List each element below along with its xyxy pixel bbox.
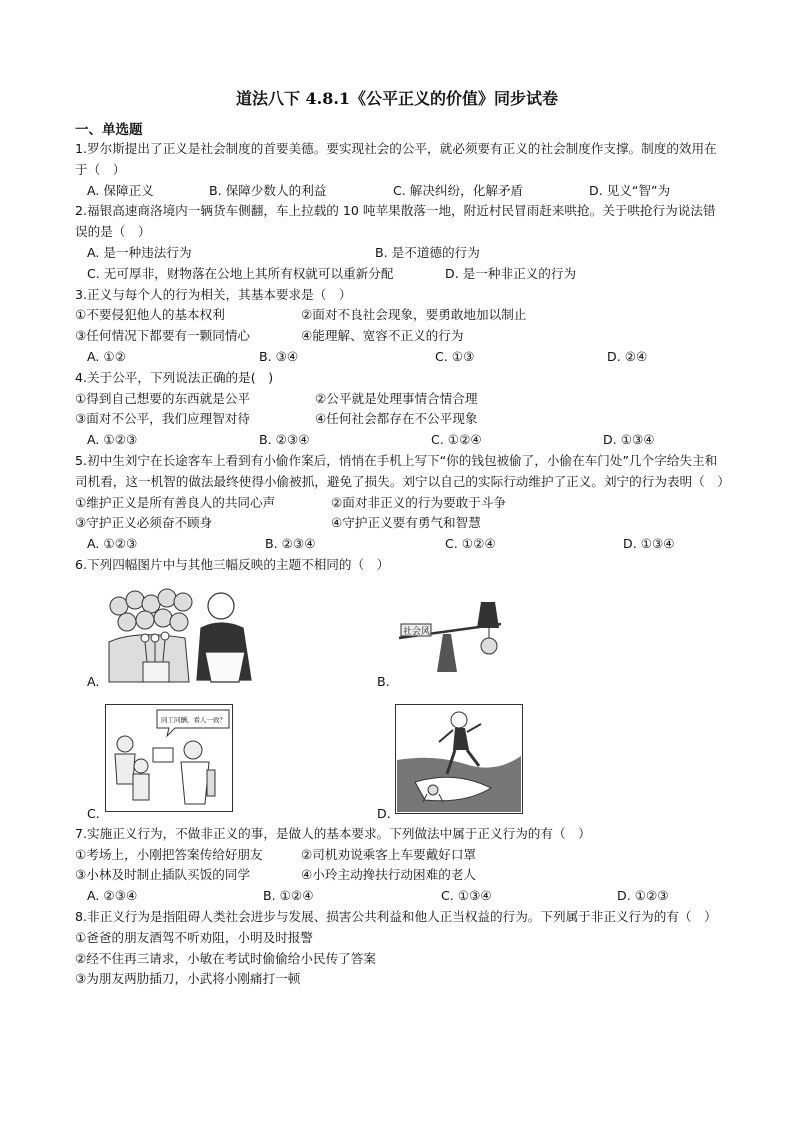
statement-3: ③小林及时制止插队买饭的同学 [75, 867, 251, 883]
question-2 [75, 201, 727, 284]
question-5 [75, 451, 730, 555]
picture-label: A. [87, 673, 100, 689]
question-stem: 5.初中生刘宁在长途客车上看到有小偷作案后，悄悄在手机上写下“你的钱包被偷了，小偷在车门处”几个字给失主和司机看，这一机智的做法最终使得小偷被抓，避免了损失。刘宁以自己的实际行动维护了正义。刘宁的行为表明（ ） [75, 452, 730, 489]
option-b[interactable]: B. 保障少数人的利益 [209, 182, 327, 198]
statement-3: ③为朋友两肋插刀，小武将小刚痛打一顿 [75, 971, 301, 987]
question-3 [75, 285, 727, 368]
statement-2: ②司机劝说乘客上车要戴好口罩 [301, 846, 477, 862]
picture-d[interactable] [395, 704, 523, 814]
statement-3: ③守护正义必须奋不顾身 [75, 515, 213, 531]
statement-2: ②公平就是处理事情合情合理 [315, 390, 478, 406]
question-stem: 1.罗尔斯提出了正义是社会制度的首要美德。要实现社会的公平，就必须要有正义的社会制度作支撑。制度的效用在于（ ） [75, 141, 717, 177]
option-c[interactable]: C. ①③ [435, 348, 475, 364]
option-d[interactable]: D. 是一种非正义的行为 [445, 265, 577, 281]
statement-4: ④小玲主动搀扶行动困难的老人 [301, 867, 477, 883]
option-b[interactable]: B. ②③④ [259, 432, 310, 448]
question-6 [75, 555, 727, 824]
options-row [75, 886, 727, 907]
statement-row [75, 865, 727, 886]
question-1 [75, 139, 727, 201]
statement-row [75, 326, 727, 347]
page-title: 道法八下 4.8.1《公平正义的价值》同步试卷 [235, 89, 559, 108]
option-a[interactable]: A. 是一种违法行为 [87, 244, 192, 260]
option-c[interactable]: C. ①②④ [431, 432, 482, 448]
option-b[interactable]: B. ①②④ [263, 888, 314, 904]
crowd-illustration [105, 582, 265, 686]
running-person-illustration [395, 704, 523, 814]
section-heading: 一、单选题 [75, 122, 143, 138]
question-8 [75, 907, 727, 990]
statement-1: ①不要侵犯他人的基本权利 [75, 307, 225, 323]
picture-b[interactable] [395, 598, 505, 676]
options-row [75, 430, 727, 451]
statement-4: ④守护正义要有勇气和智慧 [331, 515, 481, 531]
seesaw-caption: 社会风 [403, 626, 431, 637]
option-b[interactable]: B. 是不道德的行为 [375, 244, 480, 260]
statement-2: ②面对不良社会现象，要勇敢地加以制止 [301, 307, 527, 323]
question-stem: 6.下列四幅图片中与其他三幅反映的主题不相同的（ ） [75, 556, 390, 572]
options-row [75, 181, 727, 202]
statement-1: ①考场上，小刚把答案传给好朋友 [75, 846, 263, 862]
statement-2: ②面对非正义的行为要敢于斗争 [331, 494, 507, 510]
statement-row [75, 305, 727, 326]
statement-2: ②经不住再三请求，小敏在考试时偷偷给小民传了答案 [75, 950, 376, 966]
option-a[interactable]: A. ①② [87, 348, 126, 364]
option-a[interactable]: A. ①②③ [87, 536, 138, 552]
option-d[interactable]: D. ②④ [607, 348, 648, 364]
option-d[interactable]: D. 见义“智”为 [589, 182, 671, 198]
question-stem: 3.正义与每个人的行为相关，其基本要求是（ ） [75, 286, 352, 302]
option-c[interactable]: C. 解决纠纷，化解矛盾 [393, 182, 524, 198]
options-row [75, 534, 727, 555]
option-d[interactable]: D. ①③④ [603, 432, 655, 448]
option-c[interactable]: C. ①③④ [441, 888, 492, 904]
question-7 [75, 824, 727, 907]
picture-label: B. [377, 673, 390, 689]
option-c[interactable]: C. 无可厚非，财物落在公地上其所有权就可以重新分配 [87, 265, 394, 281]
options-row [75, 347, 727, 368]
picture-label: C. [87, 805, 100, 821]
statement-row [75, 845, 727, 866]
speech-bubble-text: 同工同酬，看人一致？ [161, 715, 226, 724]
question-stem: 8.非正义行为是指阻碍人类社会进步与发展、损害公共利益和他人正当权益的行为。下列属于非正义行为的有（ ） [75, 908, 717, 924]
option-d[interactable]: D. ①③④ [623, 536, 675, 552]
option-b[interactable]: B. ③④ [259, 348, 299, 364]
question-4 [75, 368, 727, 451]
statement-row [75, 389, 727, 410]
option-b[interactable]: B. ②③④ [265, 536, 316, 552]
picture-a[interactable] [105, 582, 265, 686]
equal-pay-cartoon [105, 704, 233, 812]
options-row [75, 264, 727, 285]
statement-1: ①维护正义是所有善良人的共同心声 [75, 494, 276, 510]
statement-4: ④能理解、宽容不正义的行为 [301, 328, 464, 344]
statement-4: ④任何社会都存在不公平现象 [315, 411, 478, 427]
statement-1: ①得到自己想要的东西就是公平 [75, 390, 251, 406]
picture-label: D. [377, 805, 391, 821]
picture-grid [75, 578, 727, 824]
statement-1: ①爸爸的朋友酒驾不听劝阻，小明及时报警 [75, 929, 313, 945]
statement-3: ③面对不公平，我们应理智对待 [75, 411, 251, 427]
statement-row [75, 513, 727, 534]
question-stem: 2.福银高速商洛境内一辆货车侧翻，车上拉载的 10 吨苹果散落一地，附近村民冒雨赶来哄抢。关于哄抢行为说法错误的是（ ） [75, 203, 716, 240]
seesaw-illustration [395, 598, 505, 676]
option-a[interactable]: A. ①②③ [87, 432, 138, 448]
option-a[interactable]: A. 保障正义 [87, 182, 154, 198]
option-c[interactable]: C. ①②④ [445, 536, 496, 552]
statement-row [75, 493, 727, 514]
question-stem: 4.关于公平，下列说法正确的是( ) [75, 369, 274, 385]
question-list [75, 139, 730, 990]
statement-row [75, 409, 727, 430]
option-d[interactable]: D. ①②③ [617, 888, 669, 904]
options-row [75, 243, 727, 264]
picture-c[interactable] [105, 704, 233, 812]
option-a[interactable]: A. ②③④ [87, 888, 138, 904]
statement-3: ③任何情况下都要有一颗同情心 [75, 328, 251, 344]
question-stem: 7.实施正义行为，不做非正义的事，是做人的基本要求。下列做法中属于正义行为的有（ ） [75, 825, 591, 841]
